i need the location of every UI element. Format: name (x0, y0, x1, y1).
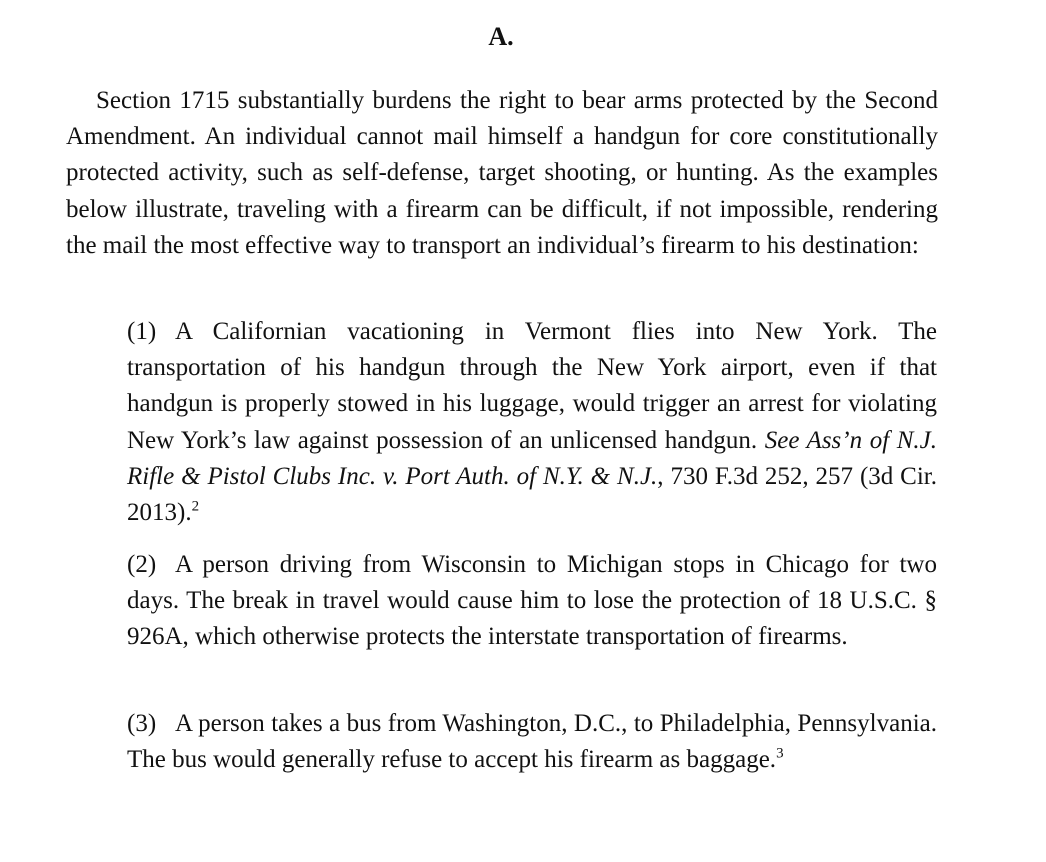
footnote-marker[interactable]: 3 (776, 745, 784, 762)
intro-paragraph: Section 1715 substantially burdens the right to bear arms protected by the Second Amendment. An individual cannot mail himself a handgun for core constitutionally protected activity, such as self-defense, target shooting, or hunting. As the examples below illustrate, traveling with a firearm can be difficult, if not impossible, rendering the mail the most effective way to transport an individual’s firearm to his destination: (66, 87, 938, 259)
citation-reporter: , 730 F.3d 252, 257 (3d Cir. 2013). (127, 462, 937, 527)
footnote-marker[interactable]: 2 (191, 498, 200, 515)
section-heading: A. (488, 22, 514, 51)
example-item-1 (127, 314, 937, 531)
example-number: (2) (127, 551, 157, 578)
example-item-2 (127, 547, 937, 656)
example-number: (3) (127, 710, 157, 737)
example-item-3 (127, 706, 937, 778)
case-citation: See Ass’n of N.J. Rifle & Pistol Clubs Inc. v. Port Auth. of N.Y. & N.J. (127, 426, 938, 490)
example-text: A person takes a bus from Washington, D.C., to Philadelphia, Pennsylvania. The bus would generally refuse to accept his firearm as baggage. (127, 710, 937, 774)
example-text: A Californian vacationing in Vermont flies into New York. The transportation of his handgun through the New York airport, even if that handgun is properly stowed in his luggage, would trigger an arrest for violating New York’s law against possession of an unlicensed handgun. (127, 318, 937, 454)
example-text: A person driving from Wisconsin to Michigan stops in Chicago for two days. The break in travel would cause him to lose the protection of 18 U.S.C. § 926A, which otherwise protects the interstate transportation of firearms. (127, 551, 937, 651)
example-number: (1) (127, 318, 157, 345)
